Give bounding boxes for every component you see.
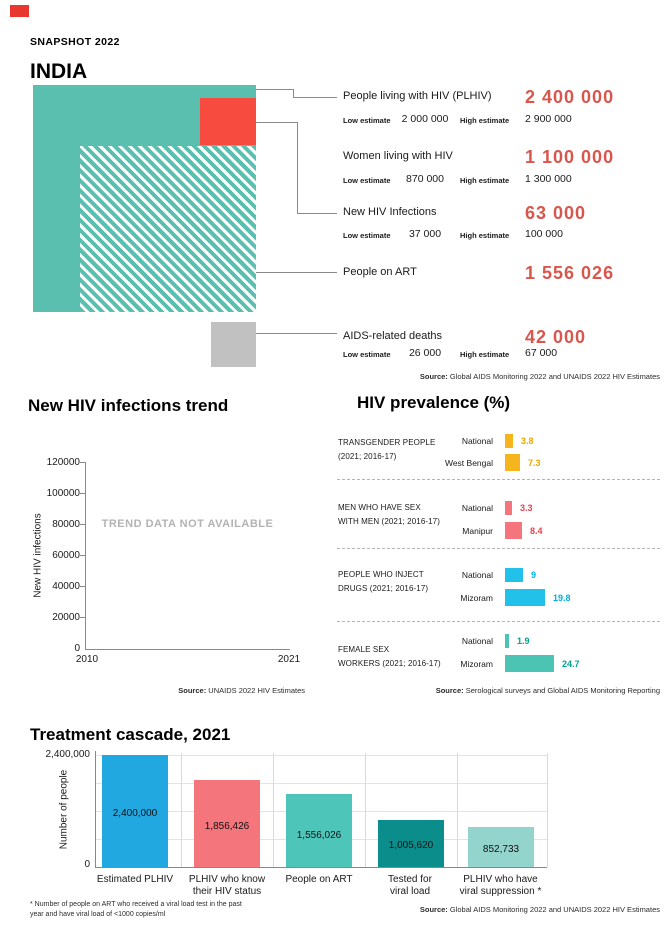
stats-source	[320, 372, 660, 381]
category-line1: People on ART	[285, 874, 353, 885]
bar-value-label: 852,733	[482, 844, 520, 855]
high-estimate-value: 67 000	[525, 347, 558, 359]
x-tick-start: 2010	[75, 654, 99, 665]
cascade-x-axis	[95, 867, 547, 868]
bar-value: 3.3	[520, 503, 533, 513]
y-tick: 40000	[52, 581, 80, 592]
cascade-y-tick-zero: 0	[84, 859, 90, 870]
connector-line-new-infections-2	[297, 213, 337, 214]
y-tick: 80000	[52, 519, 80, 530]
bar-value: 24.7	[562, 658, 580, 669]
bar-value-label: 1,556,026	[296, 830, 342, 841]
low-estimate-value: 870 000	[406, 173, 444, 185]
row-label: West Bengal	[444, 458, 493, 468]
category-line1: PLHIV who have	[463, 874, 538, 885]
cascade-title: Treatment cascade, 2021	[30, 725, 231, 744]
source-label: Source:	[419, 905, 448, 914]
source-label: Source:	[435, 686, 464, 695]
category-line1: Estimated PLHIV	[96, 874, 174, 885]
aids-deaths-square	[211, 322, 256, 367]
category-line1: PLHIV who know	[188, 874, 266, 885]
connector-line-new-infections	[256, 122, 298, 214]
stat-label-deaths: AIDS-related deaths	[343, 330, 443, 342]
source-label: Source:	[419, 372, 448, 381]
stat-label-art: People on ART	[343, 266, 417, 278]
high-estimate-value: 100 000	[525, 228, 563, 240]
high-estimate-value: 1 300 000	[525, 173, 572, 185]
low-estimate-label: Low estimate	[343, 116, 391, 125]
y-tick: 120000	[46, 457, 80, 468]
prevalence-source	[360, 686, 660, 695]
bar-row	[505, 634, 530, 648]
prevalence-bar	[505, 522, 522, 539]
snapshot-label: SNAPSHOT 2022	[30, 36, 120, 48]
divider	[337, 479, 660, 480]
group-label-line2: DRUGS (2021; 2016-17)	[338, 583, 429, 593]
bar-value-label: 1,856,426	[204, 821, 250, 832]
bar-value: 7.3	[528, 457, 541, 468]
group-label-line1: PEOPLE WHO INJECT	[338, 570, 424, 579]
stat-value-art: 1 556 026	[525, 263, 615, 283]
prevalence-bar	[505, 589, 545, 606]
category-label	[438, 874, 563, 898]
cascade-footnote	[30, 900, 242, 919]
high-estimate-label: High estimate	[460, 350, 510, 359]
row-label: National	[461, 636, 493, 646]
trend-x-axis	[85, 649, 290, 650]
prevalence-bar	[505, 454, 520, 471]
footnote-line1: * Number of people on ART who received a viral load test in the past	[30, 901, 242, 908]
stat-label-plhiv: People living with HIV (PLHIV)	[343, 90, 492, 102]
cascade-y-axis	[95, 751, 96, 867]
source-text: UNAIDS 2022 HIV Estimates	[206, 686, 305, 695]
connector-line-plhiv	[256, 89, 294, 98]
stat-value-plhiv: 2 400 000	[525, 87, 615, 107]
category-line2: viral load	[389, 886, 431, 897]
bar-row	[505, 454, 541, 471]
row-label: National	[461, 570, 493, 580]
y-tick: 0	[74, 643, 80, 654]
high-estimate-label: High estimate	[460, 116, 510, 125]
bar-value: 19.8	[553, 592, 571, 603]
new-infections-square	[200, 98, 256, 145]
stat-value-new-infections: 63 000	[525, 203, 587, 223]
category-separator	[547, 753, 548, 867]
bar-value: 9	[531, 570, 537, 580]
row-label: Mizoram	[460, 659, 493, 669]
trend-y-axis	[85, 462, 86, 649]
low-estimate-value: 37 000	[408, 228, 442, 240]
bar-row	[505, 434, 534, 448]
x-tick-end: 2021	[277, 654, 301, 665]
connector-line-plhiv-2	[293, 97, 337, 98]
low-estimate-label: Low estimate	[343, 350, 391, 359]
stat-label-new-infections: New HIV Infections	[343, 206, 437, 218]
connector-line-deaths	[256, 333, 337, 334]
trend-chart-title: New HIV infections trend	[28, 396, 229, 415]
people-on-art-hatched-square	[80, 146, 256, 312]
source-text: Serological surveys and Global AIDS Monitoring Reporting	[463, 686, 660, 695]
prevalence-bar	[505, 634, 509, 648]
low-estimate-label: Low estimate	[343, 176, 391, 185]
group-label-line1: TRANSGENDER PEOPLE	[338, 438, 436, 447]
source-text: Global AIDS Monitoring 2022 and UNAIDS 2022 HIV Estimates	[447, 372, 660, 381]
cascade-y-axis-label: Number of people	[58, 769, 70, 850]
group-label-line2: WORKERS (2021; 2016-17)	[338, 658, 441, 668]
bar-row	[505, 589, 571, 606]
cascade-source	[330, 905, 660, 914]
row-label: National	[461, 436, 493, 446]
y-tick: 100000	[46, 488, 80, 499]
prevalence-bar	[505, 568, 523, 582]
y-tick: 60000	[52, 550, 80, 561]
low-estimate-value: 26 000	[408, 347, 442, 359]
bar-row	[505, 522, 543, 539]
prevalence-bar	[505, 434, 513, 448]
category-line1: Tested for	[388, 874, 432, 885]
source-text: Global AIDS Monitoring 2022 and UNAIDS 2022 HIV Estimates	[447, 905, 660, 914]
high-estimate-label: High estimate	[460, 176, 510, 185]
group-label-line1: FEMALE SEX	[338, 645, 390, 654]
group-label-line1: MEN WHO HAVE SEX	[338, 503, 421, 512]
divider	[337, 621, 660, 622]
page-title: INDIA	[30, 60, 88, 83]
prevalence-bar	[505, 655, 554, 672]
y-tick: 20000	[52, 612, 80, 623]
category-line2: their HIV status	[192, 886, 262, 897]
row-label: National	[461, 503, 493, 513]
trend-no-data-text: TREND DATA NOT AVAILABLE	[101, 518, 274, 530]
bar-value: 8.4	[530, 525, 543, 536]
bar-row	[505, 501, 533, 515]
group-label-line2: (2021; 2016-17)	[338, 451, 397, 461]
trend-y-axis-label: New HIV infections	[32, 513, 44, 598]
group-label-line2: WITH MEN (2021; 2016-17)	[338, 516, 440, 526]
bar-row	[505, 568, 536, 582]
stat-value-women: 1 100 000	[525, 147, 615, 167]
bar-value-label: 1,005,620	[388, 840, 434, 851]
divider	[337, 548, 660, 549]
connector-line-art	[256, 272, 337, 273]
high-estimate-value: 2 900 000	[525, 113, 572, 125]
row-label: Manipur	[462, 526, 493, 536]
prevalence-title: HIV prevalence (%)	[357, 393, 511, 412]
bar-value: 3.8	[521, 436, 534, 446]
source-label: Source:	[178, 686, 207, 695]
row-label: Mizoram	[460, 593, 493, 603]
prevalence-bar	[505, 501, 512, 515]
high-estimate-label: High estimate	[460, 231, 510, 240]
bar-row	[505, 655, 580, 672]
low-estimate-label: Low estimate	[343, 231, 391, 240]
footnote-line2: year and have viral load of <1000 copies/ml	[30, 910, 166, 918]
bar-value: 1.9	[517, 636, 530, 646]
cascade-y-tick-top: 2,400,000	[45, 749, 90, 760]
trend-source	[130, 686, 305, 695]
category-line2: viral suppression *	[459, 886, 542, 897]
stat-value-deaths: 42 000	[525, 327, 587, 347]
category-label	[269, 874, 369, 886]
red-corner-tag	[10, 5, 29, 17]
stat-label-women: Women living with HIV	[343, 150, 453, 162]
bar-value-label: 2,400,000	[112, 808, 158, 819]
low-estimate-value: 2 000 000	[401, 113, 449, 125]
